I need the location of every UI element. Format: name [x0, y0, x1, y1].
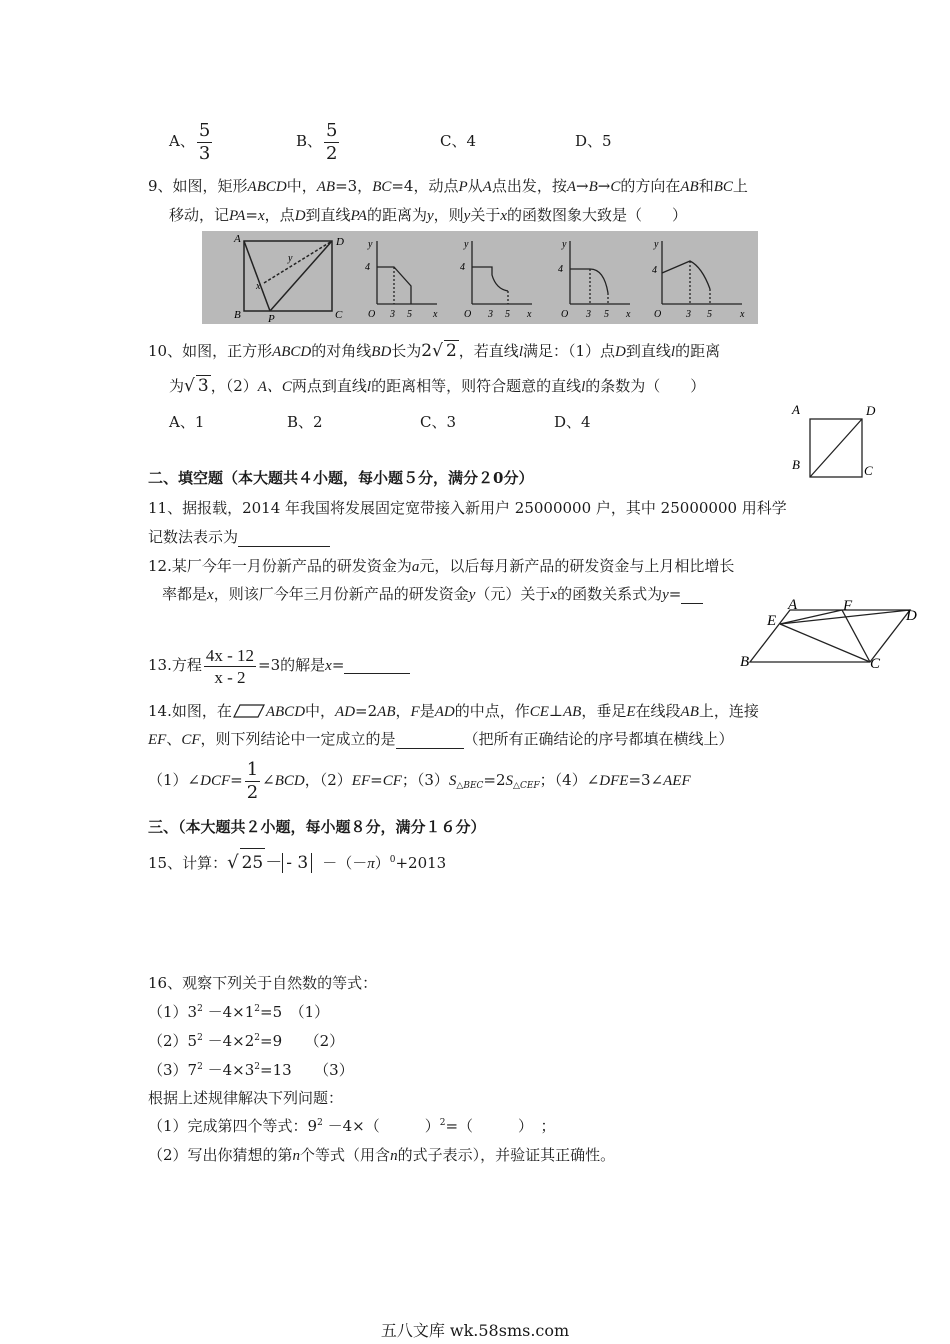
- figure-background: [202, 231, 758, 324]
- q15: 15、计算：√ 25 － - $3 -(-\pi)^0+2013$: [148, 846, 446, 874]
- q14-line-2: EF、CF，则下列结论中一定成立的是 （把所有正确结论的序号都填在横线上）: [148, 730, 734, 748]
- axis-label-x: x: [433, 309, 438, 320]
- label-f: F: [843, 598, 853, 614]
- label-a: A: [234, 233, 241, 245]
- segment-ec: [780, 624, 870, 662]
- label-b: B: [234, 309, 241, 321]
- label-c: C: [335, 309, 343, 321]
- q16-row-3: $(3)7^2 -4\times 3^2=13$ （3）: [148, 1061, 354, 1079]
- tick-3: 3: [390, 309, 395, 320]
- q13: 13.方程 $\frac{4x - 12}{x - 2}$ =3的解是x=: [148, 638, 410, 692]
- sqrt-sign: √: [432, 341, 443, 361]
- q12-line-1: 12.某厂今年一月份新产品的研发资金为a元，以后每月新产品的研发资金与上月相比增长: [148, 557, 735, 575]
- label-x: x: [256, 281, 261, 292]
- segment-fc: [842, 610, 870, 662]
- q10-option-c: C、3: [420, 413, 457, 431]
- origin: O: [561, 309, 569, 320]
- q9-figure: [202, 231, 758, 324]
- q8-options: [169, 118, 214, 164]
- q11-line-1: 11、据报载，2014 年我国将发展固定宽带接入新用户 25000000 户，其中 25000000 用科学: [148, 499, 787, 517]
- q16-rule: 根据上述规律解决下列问题：: [148, 1089, 344, 1107]
- tick-5: 5: [505, 309, 510, 320]
- q12-line-2: 率都是x，则该厂今年三月份新产品的研发资金y（元）关于x的函数关系式为y=: [162, 583, 703, 604]
- q10-line-1: 10、如图，正方形ABCD的对角线BD长为2√ 2 ，若直线l满足：（1）点D到直线l的距离: [148, 341, 721, 361]
- axis-label-y: y: [368, 239, 373, 250]
- q10-option-b: B、2: [287, 413, 323, 431]
- fraction: $\frac{5}{3}$: [198, 119, 211, 164]
- label-d: D: [906, 608, 917, 624]
- axis-label-y: y: [464, 239, 469, 250]
- q10-option-d: D、4: [554, 413, 591, 431]
- axis-label-x: x: [740, 309, 745, 320]
- axis-label-x: x: [527, 309, 532, 320]
- origin: O: [368, 309, 376, 320]
- tick-5: 5: [707, 309, 712, 320]
- answer-blank: [238, 528, 330, 547]
- tick-3: 3: [686, 309, 691, 320]
- section-3-title: 三、（本大题共２小题，每小题８分，满分１６分）: [148, 818, 486, 836]
- section-2-title: 二、填空题（本大题共４小题，每小题５分，满分２0分）: [148, 469, 534, 487]
- tick-4: 4: [652, 265, 657, 276]
- q14-conclusions: （1）∠DCF= $\frac{1}{2}$ ∠BCD，（2）EF=CF；$(3)S_{\triangle BEC}=2S_{\triangle CEF}$；（4）∠DFE=3∠AEF: [148, 758, 691, 803]
- diagonal-bd: [810, 419, 862, 477]
- tick-3: 3: [488, 309, 493, 320]
- sqrt-sign: √: [184, 376, 195, 396]
- answer-blank: [681, 585, 703, 604]
- tick-5: 5: [604, 309, 609, 320]
- q9-line-2: 移动，记PA=x，点D到直线PA的距离为y，则y关于x的函数图象大致是（ ）: [169, 206, 688, 224]
- q10-line-2: 为√ 3 ，（2）A、C两点到直线l的距离相等，则符合题意的直线l的条数为（ ）: [169, 376, 706, 396]
- tick-4: 4: [558, 264, 563, 275]
- q14-figure: [734, 596, 930, 672]
- tick-3: 3: [586, 309, 591, 320]
- origin: O: [654, 309, 662, 320]
- q16-part-1: （1）完成第四个等式：$9^2 -4\times$（ ）$^2$=（ ） ；: [148, 1117, 556, 1135]
- q14-line-1: 14.如图，在 ABCD中，AD=2AB，F是AD的中点，作CE⊥AB，垂足E在线段AB上，连接: [148, 702, 759, 720]
- label-c: C: [864, 463, 873, 478]
- axis-label-x: x: [626, 309, 631, 320]
- label-b: B: [792, 457, 800, 472]
- answer-blank: [344, 657, 410, 674]
- origin: O: [464, 309, 472, 320]
- label-b: B: [740, 654, 750, 670]
- label-c: C: [870, 656, 881, 672]
- q8-option-b: B、 $\frac{5}{2}$: [296, 119, 338, 164]
- q16-row-2: $(2)5^2 -4\times 2^2=9$ （2）: [148, 1032, 345, 1050]
- fraction: $\frac{5}{2}$: [326, 119, 338, 164]
- tick-4: 4: [460, 262, 465, 273]
- label-a: A: [792, 402, 800, 417]
- q8-option-a: A、 $\frac{5}{3}$: [169, 119, 211, 164]
- label-y: y: [288, 253, 293, 264]
- answer-blank: [396, 730, 464, 749]
- fraction: $\frac{4x - 12}{x - 2}$: [205, 645, 255, 687]
- q16-intro: 16、观察下列关于自然数的等式：: [148, 974, 378, 992]
- q10-option-a: A、1: [169, 413, 205, 431]
- q16-row-1: $(1)3^2 -4\times 1^2=5$ （1）: [148, 1003, 330, 1021]
- tick-4: 4: [365, 262, 370, 273]
- q8-option-d: D、5: [575, 132, 612, 150]
- q10-figure: [786, 400, 886, 482]
- q11-line-2: 记数法表示为: [148, 526, 330, 547]
- label-a: A: [788, 597, 798, 613]
- label-d: D: [866, 403, 876, 418]
- label-e: E: [767, 613, 777, 629]
- axis-label-y: y: [654, 239, 659, 250]
- q9-line-1: 9、如图，矩形ABCD中，AB=3，BC=4，动点P从A点出发，按A→B→C的方向在AB和BC上: [148, 177, 748, 195]
- q16-part-2: （2）写出你猜想的第n个等式（用含n的式子表示），并验证其正确性。: [148, 1146, 616, 1164]
- q8-option-c: C、4: [440, 132, 477, 150]
- tick-5: 5: [407, 309, 412, 320]
- label-d: D: [336, 236, 344, 248]
- label-p: P: [268, 313, 275, 324]
- fraction: $\frac{1}{2}$: [246, 758, 259, 803]
- footer-watermark: 五八文库 wk.58sms.com: [380, 1321, 570, 1340]
- sqrt-sign: √: [227, 852, 239, 873]
- axis-label-y: y: [562, 239, 567, 250]
- parallelogram-icon: [232, 704, 266, 718]
